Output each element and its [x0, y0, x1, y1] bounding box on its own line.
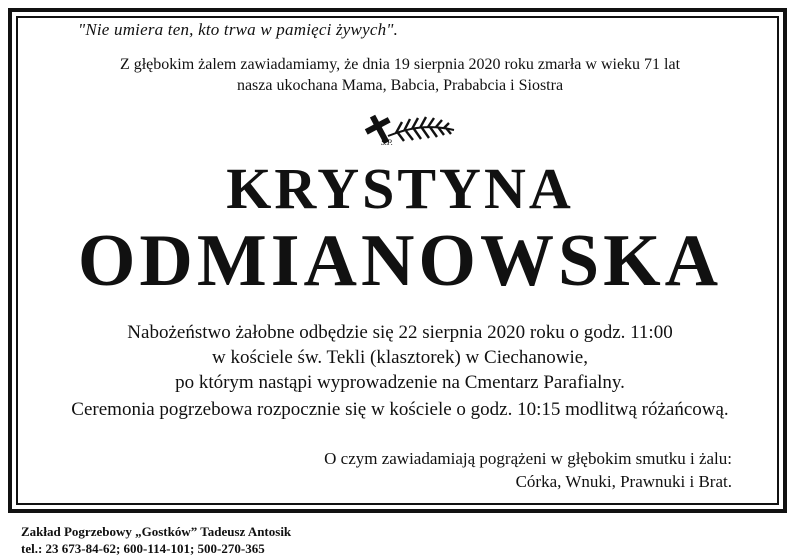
cemetery-procession-line: po którym nastąpi wyprowadzenie na Cmentarz Parafialny.	[175, 372, 625, 393]
death-announcement-line-1: Z głębokim żalem zawiadamiamy, że dnia 19 sierpnia 2020 roku zmarła w wieku 71 lat	[119, 56, 681, 73]
funeral-mass-line: Nabożeństwo żałobne odbędzie się 22 sierpnia 2020 roku o godz. 11:00	[127, 322, 673, 343]
funeral-home-phones: tel.: 23 673-84-62; 600-114-101; 500-270-365	[21, 541, 265, 556]
sp-abbreviation: Ś.P.	[381, 138, 393, 147]
mourners-intro: O czym zawiadamiają pogrążeni w głębokim smutku i żalu:	[324, 449, 732, 468]
mourners-list: Córka, Wnuki, Prawnuki i Brat.	[515, 472, 732, 491]
church-location-line: w kościele św. Tekli (klasztorek) w Ciechanowie,	[212, 347, 588, 368]
death-announcement-line-2: nasza ukochana Mama, Babcia, Prababcia i Siostra	[236, 77, 564, 94]
cross-with-palm-branch-icon	[358, 110, 458, 152]
deceased-last-name: ODMIANOWSKA	[77, 220, 723, 302]
deceased-first-name: KRYSTYNA	[226, 156, 574, 221]
funeral-home-name: Zakład Pogrzebowy „Gostków” Tadeusz Antosik	[21, 524, 292, 539]
memorial-motto: "Nie umiera ten, kto trwa w pamięci żywych".	[78, 20, 399, 39]
rosary-ceremony-line: Ceremonia pogrzebowa rozpocznie się w kościele o godz. 10:15 modlitwą różańcową.	[71, 399, 729, 420]
